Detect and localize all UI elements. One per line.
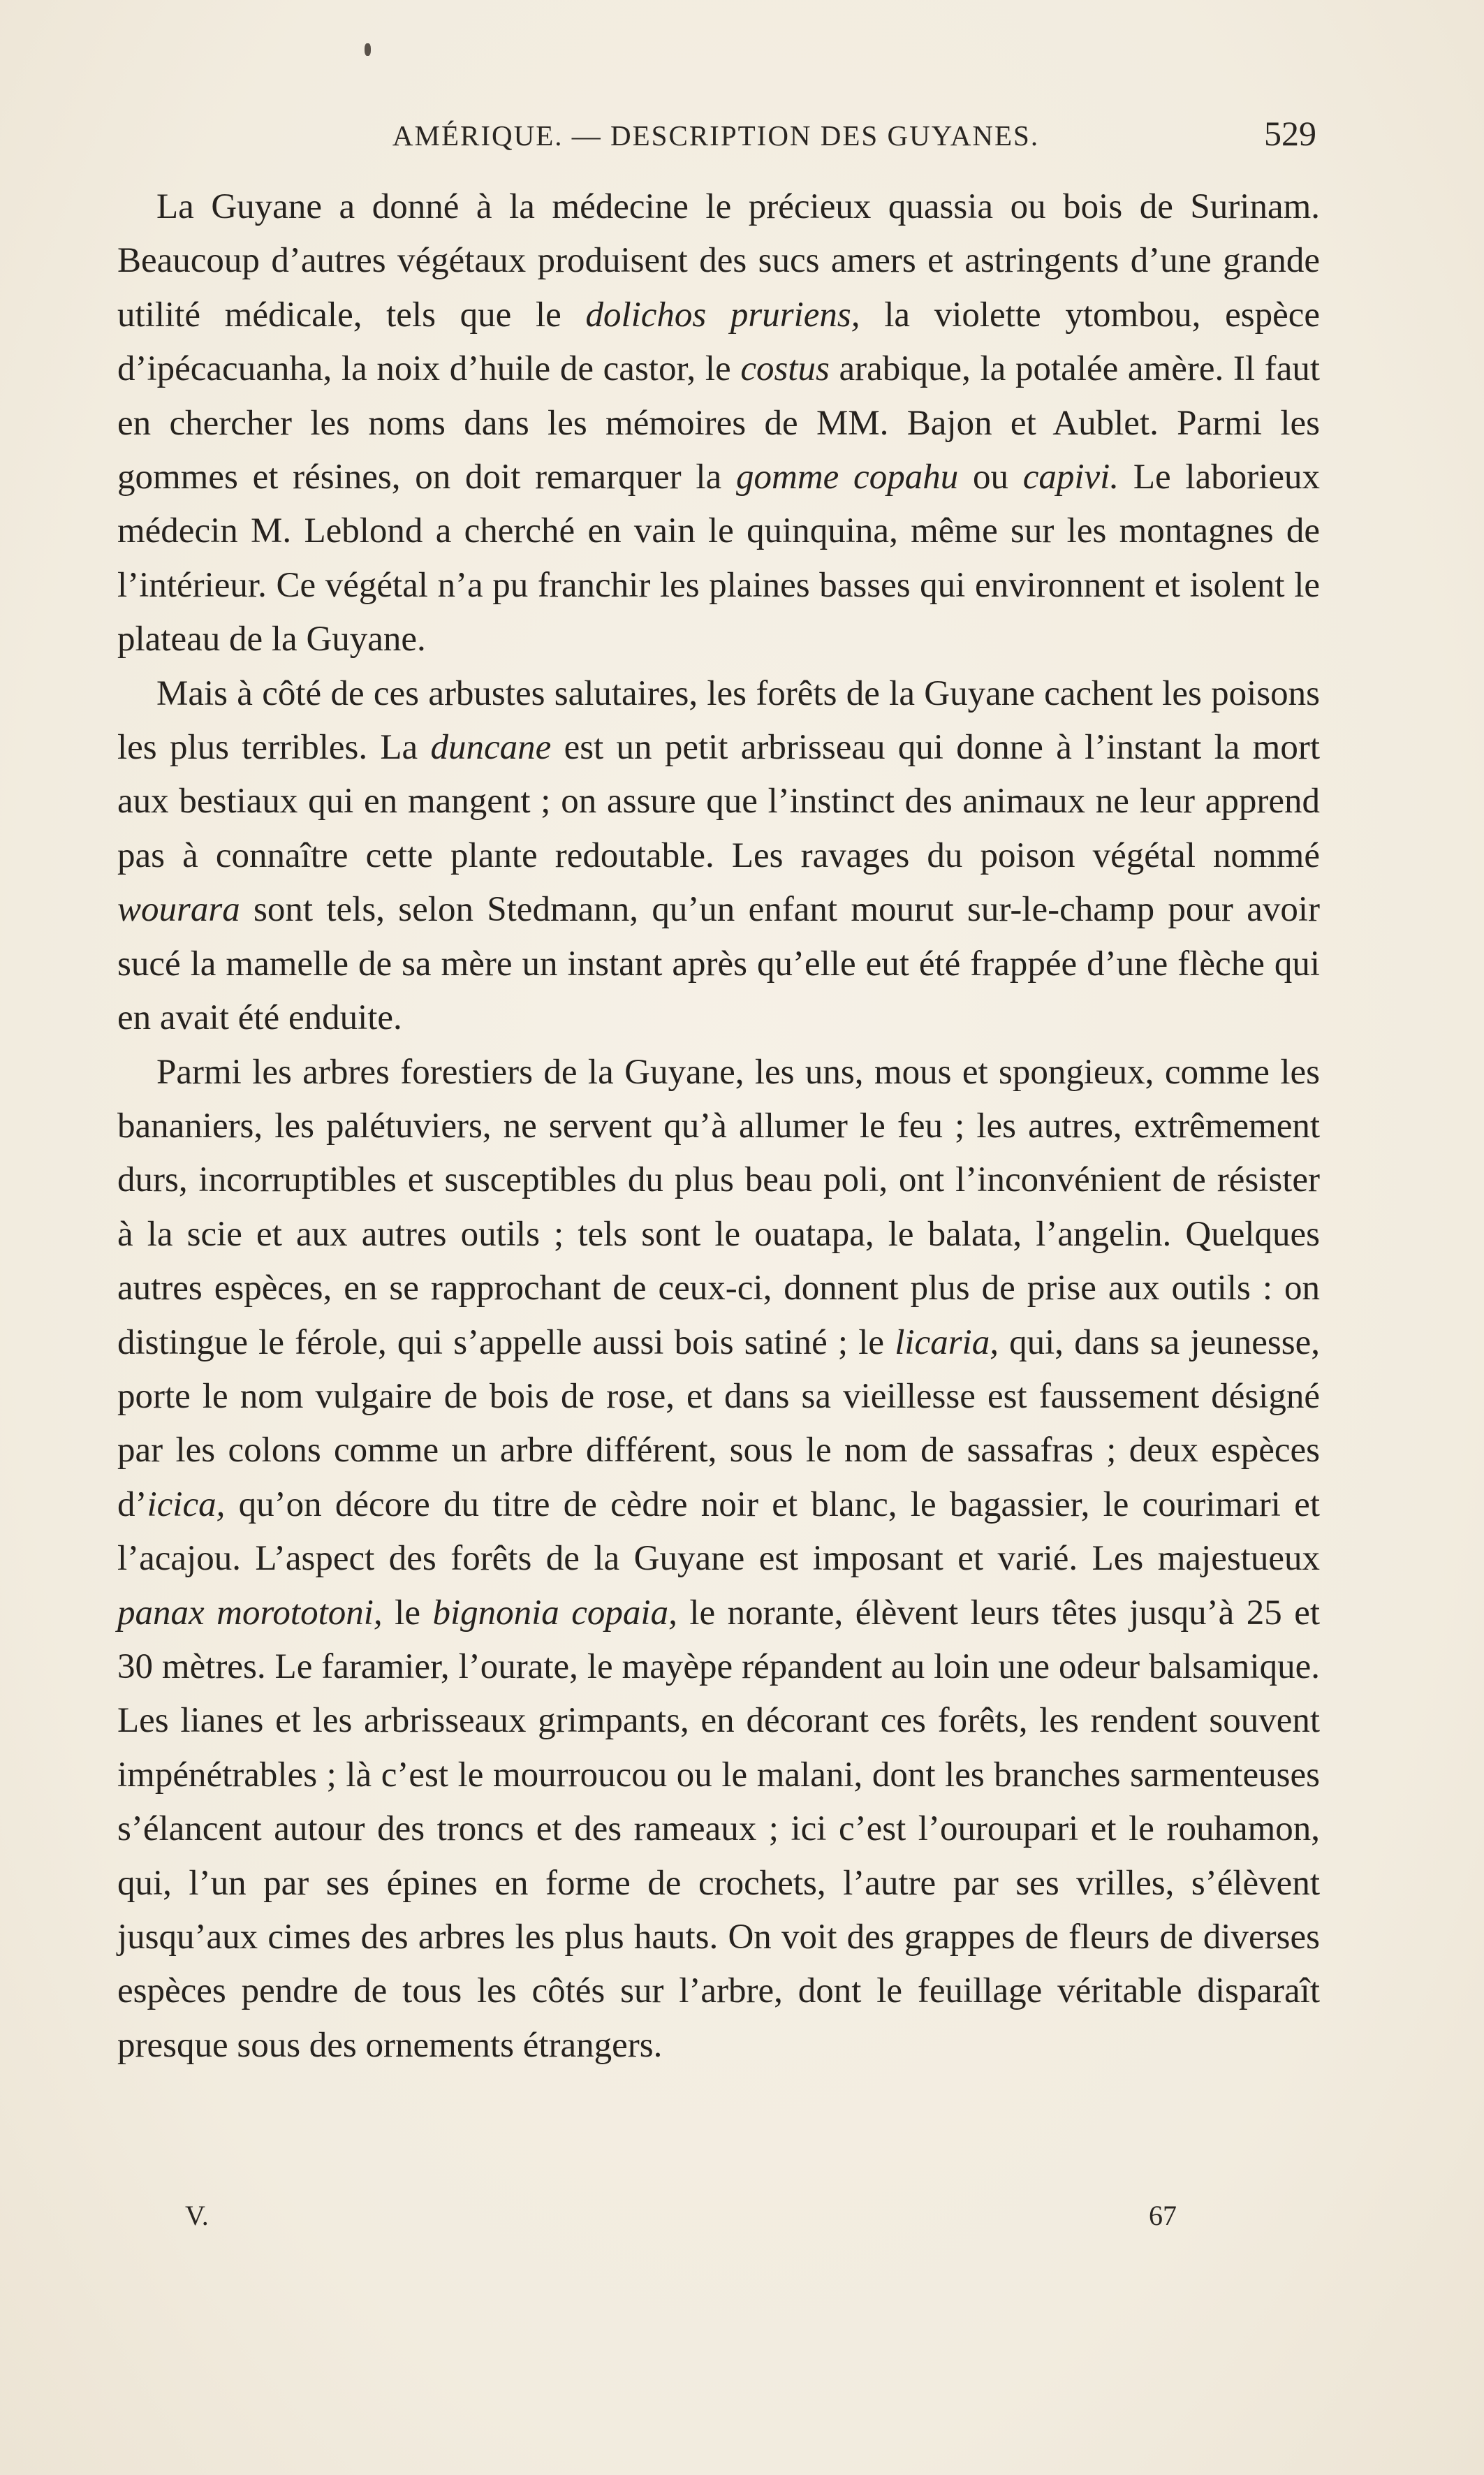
text-run: La Guyane a donné à la médecine le précieux quassia ou bois de Surinam. Beaucoup d’autres végétaux produisent des sucs amers et astringents d’une grande utilité médicale, tels que le [117, 187, 1320, 335]
text-run: Parmi les arbres forestiers de la Guyane, les uns, mous et spongieux, comme les bananiers, les palétuviers, ne servent qu’à allumer le feu ; les autres, extrêmement durs, incorruptibles et susceptibles du plus beau poli, ont l’inconvénient de résister à la scie et aux autres outils ; tels sont le ouatapa, le balata, l’angelin. Quelques autres espèces, en se rapprochant de ceux-ci, donnent plus de prise aux outils : on distingue le férole, qui s’appelle aussi bois satiné ; le [117, 1052, 1320, 1362]
text-run: Mais à côté de ces arbustes salutaires, les forêts de la Guyane cachent les poisons les plus terribles. La [117, 673, 1320, 768]
italic-term: costus [740, 349, 830, 389]
paragraph [117, 1046, 1320, 2073]
italic-term: licaria, [895, 1322, 999, 1362]
text-run: Le laborieux médecin M. Leblond a cherché en vain le quinquina, même sur les montagnes de l’intérieur. Ce végétal n’a pu franchir les plaines basses qui environnent et isolent le plateau de la Guyane. [117, 458, 1321, 659]
text-run: la violette ytombou, espèce d’ipécacuanha, la noix d’huile de castor, le [117, 295, 1320, 389]
ink-speck [365, 43, 371, 56]
italic-term: capivi. [1022, 458, 1119, 497]
paragraph [117, 180, 1320, 667]
body-text [117, 180, 1320, 2073]
text-run: le norante, élèvent leurs têtes jusqu’à 25 et 30 mètres. Le faramier, l’ourate, le mayèpe répandent au loin une odeur balsamique. Les lianes et les arbrisseaux grimpants, en décorant ces forêts, les rendent souvent impénétrables ; là c’est le mourroucou ou le malani, dont les branches sarmenteuses s’élancent autour des troncs et des rameaux ; ici c’est l’ouroupari et le rouhamon, qui, l’un par ses épines en forme de crochets, l’autre par ses vrilles, s’élèvent jusqu’aux cimes des arbres les plus hauts. On voit des grappes de fleurs de diverses espèces pendre de tous les côtés sur l’arbre, dont le feuillage véritable disparaît presque sous des ornements étrangers. [117, 1593, 1320, 2065]
signature-mark: 67 [1149, 2200, 1177, 2231]
italic-term: dolichos pruriens, [585, 295, 860, 335]
volume-mark: V. [185, 2200, 209, 2231]
italic-term: wourara [117, 890, 240, 930]
running-title: AMÉRIQUE. — DESCRIPTION DES GUYANES. [392, 119, 1040, 152]
text-run: qui, dans sa jeunesse, porte le nom vulgaire de bois de rose, et dans sa vieillesse est faussement désigné par les colons comme un arbre différent, sous le nom de sassafras ; deux espèces d’ [117, 1322, 1320, 1524]
page-header [115, 114, 1316, 168]
text-run: sont tels, selon Stedmann, qu’un enfant mourut sur-le-champ pour avoir sucé la mamelle de sa mère un instant après qu’elle eut été frappée d’une flèche qui en avait été enduite. [117, 890, 1320, 1038]
italic-term: bignonia copaia, [432, 1593, 677, 1633]
text-run: ou [958, 458, 1023, 497]
text-run: arabique, la potalée amère. Il faut en chercher les noms dans les mémoires de MM. Bajon et Aublet. Parmi les gommes et résines, on doit remarquer la [117, 349, 1321, 497]
italic-term: icica, [147, 1484, 226, 1524]
italic-term: duncane [430, 728, 552, 768]
italic-term: gomme copahu [736, 458, 959, 497]
page-footer [185, 2199, 1177, 2241]
page-number: 529 [1264, 114, 1316, 153]
text-run: est un petit arbrisseau qui donne à l’instant la mort aux bestiaux qui en mangent ; on assure que l’instinct des animaux ne leur apprend pas à connaître cette plante redoutable. Les ravages du poison végétal nommé [117, 728, 1320, 875]
text-run: le [382, 1593, 433, 1633]
paragraph [117, 667, 1320, 1046]
italic-term: panax morototoni, [117, 1593, 383, 1633]
text-run: qu’on décore du titre de cèdre noir et blanc, le bagassier, le courimari et l’acajou. L’aspect des forêts de la Guyane est imposant et varié. Les majestueux [117, 1484, 1320, 1579]
